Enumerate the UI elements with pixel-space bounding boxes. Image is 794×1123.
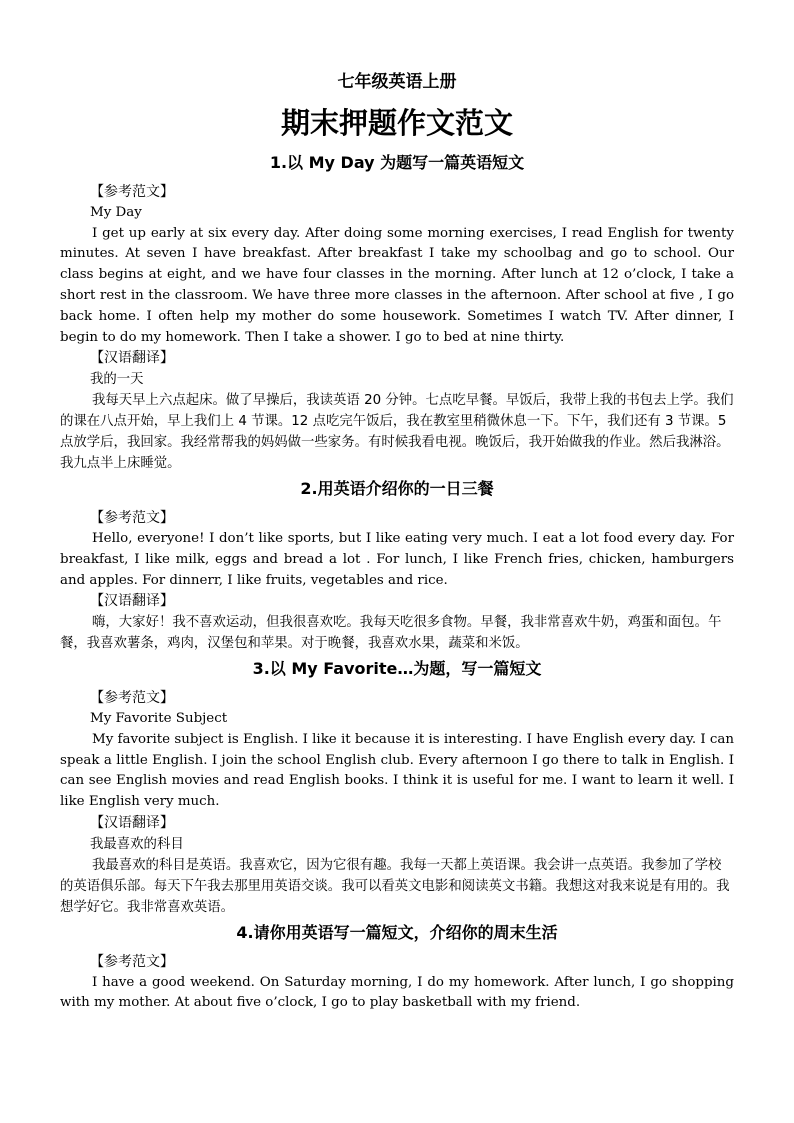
translation-text: 我最喜欢的科目是英语。我喜欢它，因为它很有趣。我每一天都上英语课。我会讲一点英语。我参加了学校的英语俱乐部。每天下午我去那里用英语交谈。我可以看英文电影和阅读英文书籍。我想这对我来说是有用的。我想学好它。我非常喜欢英语。 xyxy=(60,857,730,915)
sample-label: 【参考范文】 xyxy=(90,953,174,970)
section-three-meals xyxy=(60,474,734,654)
sample-label: 【参考范文】 xyxy=(90,690,174,707)
translation-label: 【汉语翻译】 xyxy=(90,593,174,610)
sample-label: 【参考范文】 xyxy=(90,510,174,527)
essay-text: My favorite subject is English. I like it because it is interesting. I have English every day. I can speak a little English. I join the school English club. Every afternoon I go there to talk in English. I can see English movies and read English books. I think it is useful for me. I want to learn it well. I like English very much. xyxy=(60,731,735,810)
section-heading: 2.用英语介绍你的一日三餐 xyxy=(300,479,494,499)
translation-label: 【汉语翻译】 xyxy=(90,814,174,831)
section-heading: 3.以 My Favorite…为题，写一篇短文 xyxy=(252,659,542,679)
essay-text: I have a good weekend. On Saturday morning, I do my homework. After lunch, I go shopping with my mother. At about five o’clock, I go to play basketball with my friend. xyxy=(60,974,734,1011)
section-weekend xyxy=(60,918,734,1014)
essay-title: My Day xyxy=(90,204,142,220)
translation-text: 我每天早上六点起床。做了早操后，我读英语 20 分钟。七点吃早餐。早饭后，我带上我的书包去上学。我们的课在八点开始，早上我们上 4 节课。12 点吃完午饭后，我在教室里稍微休息一下。下午，我们还有 3 节课。5 点放学后，我回家。我经常帮我的妈妈做一些家务。有时候我看电视。晚饭后，我开始做我的作业。然后我淋浴。我九点半上床睡觉。 xyxy=(60,393,734,472)
section-heading: 4.请你用英语写一篇短文，介绍你的周末生活 xyxy=(236,922,558,942)
translation-text: 嗨，大家好！我不喜欢运动，但我很喜欢吃。我每天吃很多食物。早餐，我非常喜欢牛奶，鸡蛋和面包。午餐，我喜欢薯条，鸡肉，汉堡包和苹果。对于晚餐，我喜欢水果，蔬菜和米饭。 xyxy=(60,615,722,652)
translation-title: 我的一天 xyxy=(90,372,144,388)
document-content xyxy=(60,148,734,1014)
section-my-day xyxy=(60,148,734,474)
essay-title: My Favorite Subject xyxy=(90,710,228,726)
section-heading: 1.以 My Day 为题写一篇英语短文 xyxy=(269,153,525,172)
sample-label: 【参考范文】 xyxy=(90,184,174,200)
document-subtitle: 七年级英语上册 xyxy=(337,72,457,92)
section-my-favorite xyxy=(60,654,734,918)
essay-text: Hello, everyone! I don’t like sports, but I like eating very much. I eat a lot food every day. For breakfast, I like milk, eggs and bread a lot . For lunch, I like French fries, chicken, hamburgers and apples. For dinnerr, I like fruits, vegetables and rice. xyxy=(60,530,734,588)
translation-label: 【汉语翻译】 xyxy=(90,350,174,367)
translation-title: 我最喜欢的科目 xyxy=(90,836,184,852)
document-title: 期末押题作文范文 xyxy=(280,106,513,140)
essay-text: I get up early at six every day. After doing some morning exercises, I read English for twenty minutes. At seven I have breakfast. After breakfast I take my schoolbag and go to school. Our class begins at eight, and we have four classes in the morning. After lunch at 12 o’clock, I take a short rest in the classroom. We have three more classes in the afternoon. After school at five , I go back home. I often help my mother do some housework. Sometimes I watch TV. After dinner, I begin to do my homework. Then I take a shower. I go to bed at nine thirty. xyxy=(60,225,734,345)
